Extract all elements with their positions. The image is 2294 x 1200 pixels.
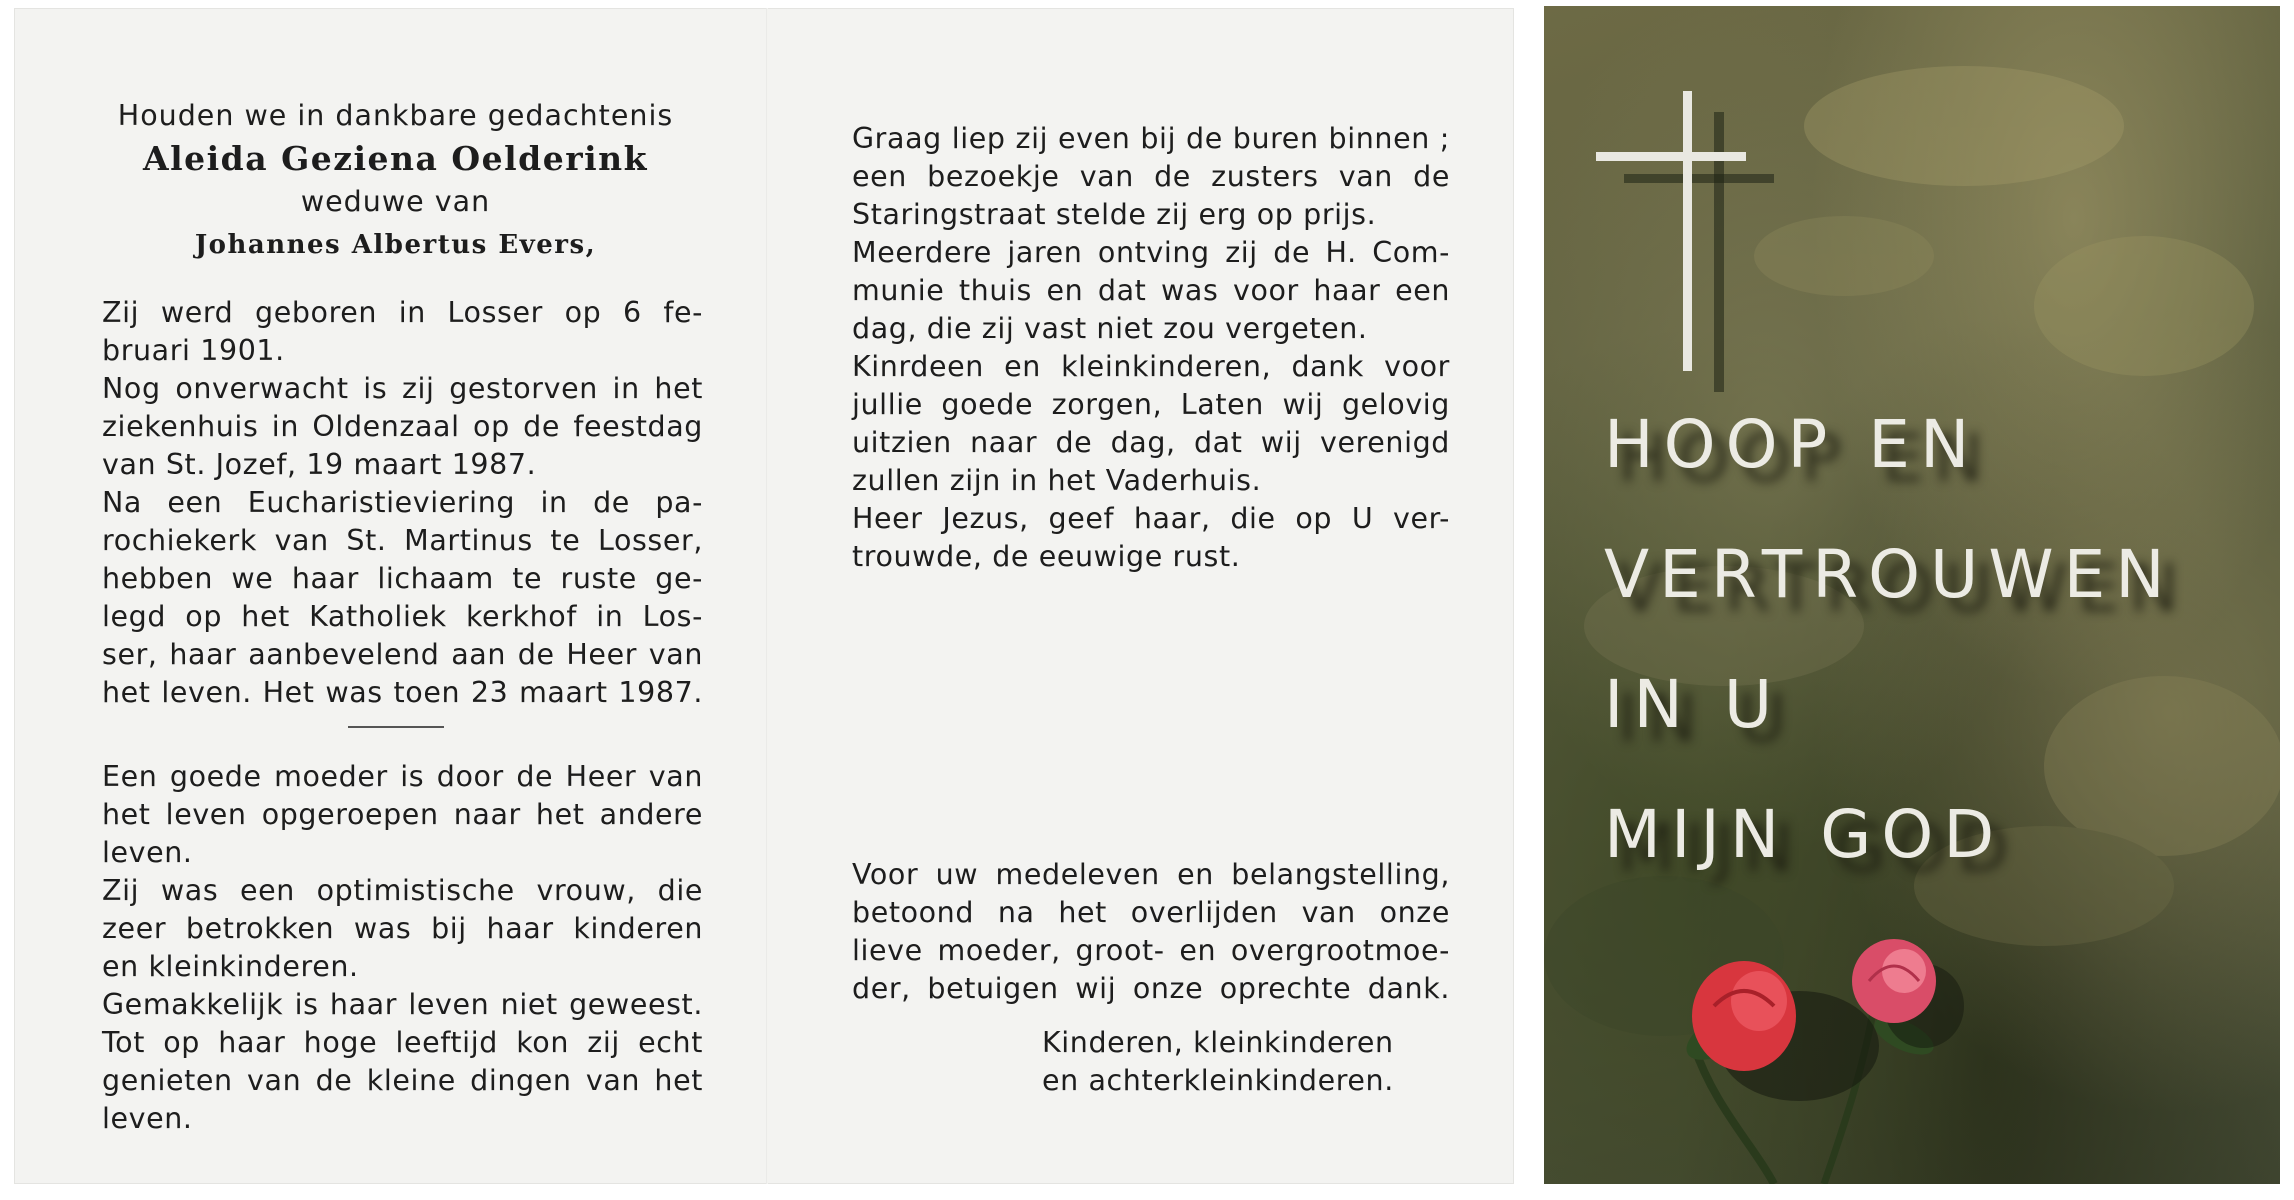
remembrance-line: Kinrdeen en kleinkinderen, dank voor [852, 350, 1450, 383]
remembrance [852, 120, 1450, 576]
bio-line: Na een Eucharistieviering in de pa- [102, 486, 703, 519]
bio-line: ziekenhuis in Oldenzaal op de feestdag [102, 410, 703, 443]
thanks-line: lieve moeder, groot- en overgrootmoe- [852, 934, 1450, 967]
bio-line: het leven. Het was toen 23 maart 1987. [102, 676, 703, 709]
inscription-line: IN U [1604, 666, 1783, 743]
bio-line: Nog onverwacht is zij gestorven in het [102, 372, 703, 405]
tribute-line: Gemakkelijk is haar leven niet geweest. [102, 988, 703, 1021]
thanks-line: der, betuigen wij onze oprechte dank. [852, 972, 1450, 1005]
remembrance-line: jullie goede zorgen, Laten wij gelovig [852, 388, 1450, 421]
tribute-line: Een goede moeder is door de Heer van [102, 760, 703, 793]
remembrance-line: Meerdere jaren ontving zij de H. Com- [852, 236, 1450, 269]
tribute-line: Tot op haar hoge leeftijd kon zij echt [102, 1026, 703, 1059]
tribute-line: leven. [102, 1102, 193, 1135]
bio-line: van St. Jozef, 19 maart 1987. [102, 448, 537, 481]
signature-line: Kinderen, kleinkinderen [1042, 1026, 1394, 1059]
bio-line: hebben we haar lichaam te ruste ge- [102, 562, 703, 595]
signature-line: en achterkleinkinderen. [1042, 1064, 1394, 1097]
memorial-card-inside [14, 8, 1514, 1184]
remembrance-line: trouwde, de eeuwige rust. [852, 540, 1241, 573]
thanks-line: betoond na het overlijden van onze [852, 896, 1450, 929]
remembrance-line: uitzien naar de dag, dat wij verenigd [852, 426, 1450, 459]
bio-line: legd op het Katholiek kerkhof in Los- [102, 600, 703, 633]
remembrance-line: een bezoekje van de zusters van de [852, 160, 1450, 193]
thanks-line: Voor uw medeleven en belangstelling, [852, 858, 1450, 891]
bio-line: ser, haar aanbevelend aan de Heer van [102, 638, 703, 671]
tribute-line: het leven opgeroepen naar het andere [102, 798, 703, 831]
tribute-line: zeer betrokken was bij haar kinderen [102, 912, 703, 945]
deceased-name: Aleida Geziena Oelderink [142, 139, 649, 178]
bio-line: bruari 1901. [102, 334, 285, 367]
inscription-line: VERTROUWEN [1604, 536, 2175, 613]
tribute-line: en kleinkinderen. [102, 950, 359, 983]
memorial-photo [1544, 6, 2280, 1184]
signature [1042, 1024, 1442, 1100]
tribute-line: leven. [102, 836, 193, 869]
card-fold [766, 8, 768, 1184]
relation-line: weduwe van [300, 185, 491, 218]
remembrance-line: Staringstraat stelde zij erg op prijs. [852, 198, 1377, 231]
tribute [102, 758, 703, 1138]
thanks-section [852, 856, 1450, 1008]
tribute-line: Zij was een optimistische vrouw, die [102, 874, 703, 907]
cross-icon [1596, 91, 1774, 392]
remembrance-line: Graag liep zij even bij de buren binnen ; [852, 122, 1450, 155]
intro-line: Houden we in dankbare gedachtenis [117, 99, 674, 132]
remembrance-line: zullen zijn in het Vaderhuis. [852, 464, 1262, 497]
tribute-line: genieten van de kleine dingen van het [102, 1064, 703, 1097]
spouse-name: Johannes Albertus Evers, [194, 230, 597, 260]
remembrance-line: dag, die zij vast niet zou vergeten. [852, 312, 1368, 345]
bio-line: rochiekerk van St. Martinus te Losser, [102, 524, 703, 557]
inscription-line: HOOP EN [1604, 406, 1980, 483]
remembrance-line: munie thuis en dat was voor haar een [852, 274, 1450, 307]
section-divider [348, 726, 444, 728]
remembrance-line: Heer Jezus, geef haar, die op U ver- [852, 502, 1450, 535]
bio-line: Zij werd geboren in Losser op 6 fe- [102, 296, 703, 329]
inscription-line: MIJN GOD [1604, 796, 2005, 873]
biography [102, 294, 703, 712]
roses-icon [1679, 939, 1964, 1184]
